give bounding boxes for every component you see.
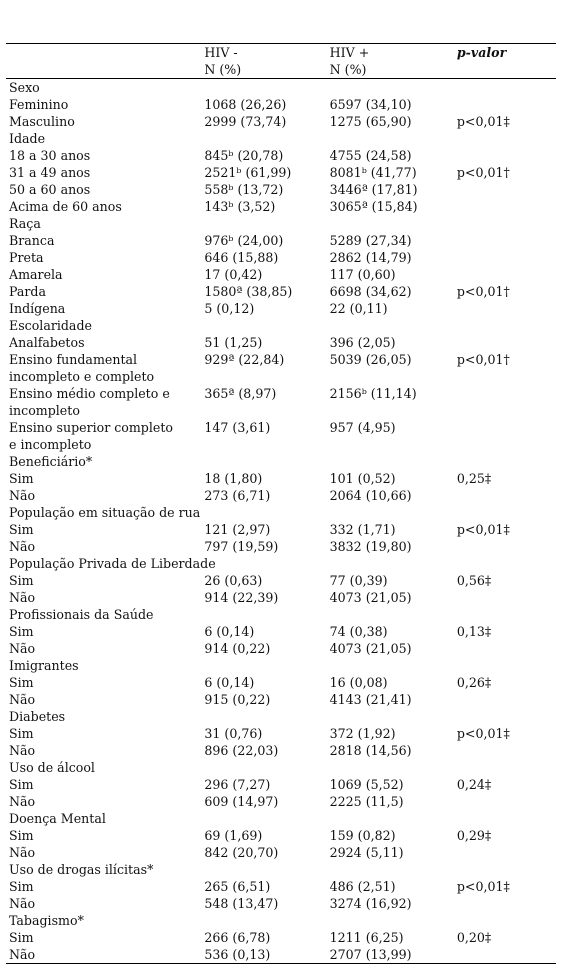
hiv-negative-value: 17 (0,42): [204, 267, 263, 282]
row-label: Não: [9, 590, 36, 605]
row-label: [6, 385, 204, 419]
hiv-positive-value: 3446ª (17,81): [329, 182, 418, 197]
row-label-line2: incompleto e completo: [9, 369, 155, 384]
table-row: [6, 725, 556, 742]
section-label: Imigrantes: [9, 658, 79, 673]
hiv-negative-value: 2521ᵇ (61,99): [204, 165, 292, 180]
row-label: Não: [6, 946, 204, 964]
hiv-negative-value: 365ª (8,97): [204, 386, 277, 401]
hiv-positive-value: 8081ᵇ (41,77): [329, 165, 417, 180]
row-label: Não: [9, 539, 36, 554]
hiv-positive-value: 6597 (34,10): [329, 97, 412, 112]
section-row: [6, 606, 556, 623]
section-row: [6, 810, 556, 827]
hiv-negative-value: 6 (0,14): [204, 624, 255, 639]
table-row: [6, 232, 556, 249]
section-row: [6, 861, 556, 878]
table-row: [6, 283, 556, 300]
section-label: Sexo: [9, 80, 40, 95]
table-row: [6, 113, 556, 130]
hiv-positive-value: 2707 (13,99): [330, 946, 457, 964]
hiv-negative-value: 51 (1,25): [204, 335, 263, 350]
table-row: [6, 589, 556, 606]
p-value: [457, 742, 556, 759]
row-label: Sim: [9, 675, 34, 690]
section-label: Idade: [9, 131, 46, 146]
row-label: Sim: [9, 624, 34, 639]
table-row: [6, 385, 556, 419]
table-row: [6, 487, 556, 504]
table-row: [6, 691, 556, 708]
p-value: [457, 334, 556, 351]
hiv-negative-value: 69 (1,69): [204, 828, 263, 843]
hiv-positive-value: 77 (0,39): [329, 573, 388, 588]
hiv-positive-value: 2156ᵇ (11,14): [329, 386, 417, 401]
hiv-positive-value: 101 (0,52): [329, 471, 396, 486]
hiv-positive-value: 2064 (10,66): [329, 488, 412, 503]
hiv-negative-value: 896 (22,03): [204, 743, 279, 758]
section-row: [6, 759, 556, 776]
hiv-negative-value: 296 (7,27): [204, 777, 271, 792]
row-label: Sim: [9, 930, 34, 945]
p-value: 0,24‡: [456, 777, 492, 792]
row-label: 18 a 30 anos: [9, 148, 91, 163]
hiv-negative-value: 842 (20,70): [204, 845, 279, 860]
hiv-positive-value: 4073 (21,05): [329, 641, 412, 656]
table-row: [6, 181, 556, 198]
p-value: [457, 198, 556, 215]
hiv-negative-value: 1580ª (38,85): [204, 284, 293, 299]
row-label: Sim: [9, 573, 34, 588]
table-row: [6, 521, 556, 538]
row-label-line2: incompleto: [9, 403, 80, 418]
table-row: [6, 419, 556, 453]
results-table: [6, 43, 556, 964]
row-label: Sim: [9, 726, 34, 741]
hiv-negative-value: 536 (0,13): [204, 946, 329, 964]
hiv-negative-value: 914 (22,39): [204, 590, 279, 605]
hiv-negative-value: 797 (19,59): [204, 539, 279, 554]
hiv-negative-value: 5 (0,12): [204, 301, 255, 316]
hiv-positive-value: 2924 (5,11): [329, 845, 404, 860]
p-value: 0,26‡: [456, 675, 492, 690]
p-value: [457, 419, 556, 453]
row-label: Não: [9, 692, 36, 707]
row-label: Sim: [9, 879, 34, 894]
row-label-line2: e incompleto: [9, 437, 92, 452]
p-value: [457, 232, 556, 249]
hiv-positive-value: 4755 (24,58): [329, 148, 412, 163]
p-value: [457, 266, 556, 283]
table-row: [6, 623, 556, 640]
subheader-row: [6, 61, 556, 79]
section-label: Profissionais da Saúde: [9, 607, 154, 622]
row-label: 50 a 60 anos: [9, 182, 91, 197]
hiv-positive-value: 16 (0,08): [329, 675, 388, 690]
row-label: Sim: [9, 471, 34, 486]
table-row: [6, 198, 556, 215]
section-label: Beneficiário*: [9, 454, 93, 469]
p-value: 0,29‡: [456, 828, 492, 843]
p-value: p<0,01‡: [456, 726, 510, 741]
row-label: Não: [9, 896, 36, 911]
p-value: [457, 640, 556, 657]
table-body: [6, 79, 556, 964]
table-row: [6, 776, 556, 793]
p-value: [457, 946, 556, 964]
hiv-positive-value: 2862 (14,79): [329, 250, 412, 265]
table-row: [6, 572, 556, 589]
header-hiv-negative: HIV -: [204, 44, 329, 62]
hiv-positive-value: 372 (1,92): [329, 726, 396, 741]
p-value: p<0,01†: [456, 284, 510, 299]
table-row: [6, 300, 556, 317]
hiv-negative-value: 914 (0,22): [204, 641, 271, 656]
p-value: 0,25‡: [456, 471, 492, 486]
row-label: Acima de 60 anos: [9, 199, 122, 214]
section-label: Tabagismo*: [9, 913, 84, 928]
p-value: [457, 249, 556, 266]
table-row: [6, 640, 556, 657]
row-label: [6, 351, 204, 385]
row-label: Sim: [9, 777, 34, 792]
table-row: [6, 895, 556, 912]
hiv-positive-value: 74 (0,38): [329, 624, 388, 639]
table-row: [6, 742, 556, 759]
row-label: Analfabetos: [9, 335, 85, 350]
row-label-line1: Ensino médio completo e: [9, 386, 170, 401]
subheader-blank: [6, 61, 204, 79]
p-value: [457, 589, 556, 606]
hiv-negative-value: 845ᵇ (20,78): [204, 148, 284, 163]
hiv-negative-value: 609 (14,97): [204, 794, 279, 809]
section-label: População em situação de rua: [9, 505, 201, 520]
row-label: Não: [9, 794, 36, 809]
section-row: [6, 79, 556, 97]
hiv-positive-value: 1275 (65,90): [329, 114, 412, 129]
hiv-positive-value: 117 (0,60): [329, 267, 396, 282]
table-row: [6, 147, 556, 164]
table-row: [6, 266, 556, 283]
header-p-value: p-valor: [457, 44, 556, 62]
p-value: p<0,01†: [456, 352, 510, 367]
row-label: Não: [9, 641, 36, 656]
row-label: Preta: [9, 250, 44, 265]
p-value: [457, 844, 556, 861]
hiv-negative-value: 548 (13,47): [204, 896, 279, 911]
table-row: [6, 929, 556, 946]
row-label: Feminino: [9, 97, 69, 112]
hiv-positive-value: 3065ª (15,84): [329, 199, 418, 214]
hiv-positive-value: 5039 (26,05): [329, 352, 412, 367]
hiv-negative-value: 646 (15,88): [204, 250, 279, 265]
section-row: [6, 504, 556, 521]
section-row: [6, 657, 556, 674]
section-row: [6, 453, 556, 470]
subheader-blank-p: [457, 61, 556, 79]
hiv-negative-value: 976ᵇ (24,00): [204, 233, 284, 248]
table-row: [6, 878, 556, 895]
hiv-negative-value: 143ᵇ (3,52): [204, 199, 276, 214]
hiv-positive-value: 332 (1,71): [329, 522, 396, 537]
section-label: Doença Mental: [9, 811, 106, 826]
hiv-positive-value: 3274 (16,92): [329, 896, 412, 911]
row-label-line1: Ensino fundamental: [9, 352, 138, 367]
row-label: Masculino: [9, 114, 75, 129]
row-label: Não: [9, 845, 36, 860]
section-label: Uso de álcool: [9, 760, 95, 775]
row-label: Indígena: [9, 301, 66, 316]
table-row: [6, 351, 556, 385]
section-label: Raça: [9, 216, 41, 231]
section-row: [6, 912, 556, 929]
hiv-negative-value: 265 (6,51): [204, 879, 271, 894]
table-row: [6, 538, 556, 555]
section-label: Escolaridade: [9, 318, 92, 333]
table-row: [6, 674, 556, 691]
header-variable: [6, 44, 204, 62]
hiv-positive-value: 1211 (6,25): [329, 930, 404, 945]
hiv-positive-value: 5289 (27,34): [329, 233, 412, 248]
p-value: [457, 793, 556, 810]
row-label: [6, 419, 204, 453]
section-row: [6, 708, 556, 725]
subheader-n-percent-negative: N (%): [204, 61, 329, 79]
hiv-negative-value: 147 (3,61): [204, 420, 271, 435]
hiv-positive-value: 159 (0,82): [329, 828, 396, 843]
section-label: População Privada de Liberdade: [9, 556, 216, 571]
row-label: Sim: [9, 522, 34, 537]
hiv-positive-value: 6698 (34,62): [329, 284, 412, 299]
row-label: Amarela: [9, 267, 63, 282]
row-label: Não: [9, 488, 36, 503]
hiv-positive-value: 486 (2,51): [329, 879, 396, 894]
p-value: [457, 96, 556, 113]
section-row: [6, 215, 556, 232]
section-row: [6, 555, 556, 572]
table-row: [6, 946, 556, 964]
hiv-negative-value: 121 (2,97): [204, 522, 271, 537]
hiv-positive-value: 1069 (5,52): [329, 777, 404, 792]
hiv-negative-value: 915 (0,22): [204, 692, 271, 707]
hiv-negative-value: 266 (6,78): [204, 930, 271, 945]
row-label: 31 a 49 anos: [9, 165, 91, 180]
hiv-negative-value: 18 (1,80): [204, 471, 263, 486]
hiv-positive-value: 396 (2,05): [329, 335, 396, 350]
hiv-negative-value: 31 (0,76): [204, 726, 263, 741]
row-label: Parda: [9, 284, 47, 299]
table-row: [6, 827, 556, 844]
section-label: Diabetes: [9, 709, 66, 724]
p-value: [457, 895, 556, 912]
hiv-positive-value: 2225 (11,5): [329, 794, 404, 809]
header-row: [6, 44, 556, 62]
p-value: p<0,01†: [456, 165, 510, 180]
hiv-negative-value: 6 (0,14): [204, 675, 255, 690]
header-hiv-positive: HIV +: [330, 44, 457, 62]
hiv-positive-value: 3832 (19,80): [329, 539, 412, 554]
hiv-positive-value: 957 (4,95): [329, 420, 396, 435]
table-row: [6, 249, 556, 266]
hiv-negative-value: 929ª (22,84): [204, 352, 285, 367]
p-value: [457, 385, 556, 419]
table-row: [6, 844, 556, 861]
p-value: 0,20‡: [456, 930, 492, 945]
p-value: [457, 487, 556, 504]
row-label: Branca: [9, 233, 55, 248]
hiv-negative-value: 26 (0,63): [204, 573, 263, 588]
hiv-positive-value: 2818 (14,56): [329, 743, 412, 758]
p-value: p<0,01‡: [456, 114, 510, 129]
p-value: [457, 181, 556, 198]
table-row: [6, 793, 556, 810]
row-label: Sim: [9, 828, 34, 843]
table-row: [6, 96, 556, 113]
hiv-negative-value: 558ᵇ (13,72): [204, 182, 284, 197]
hiv-negative-value: 273 (6,71): [204, 488, 271, 503]
p-value: 0,13‡: [456, 624, 492, 639]
table-row: [6, 470, 556, 487]
row-label: Não: [9, 743, 36, 758]
p-value: [457, 691, 556, 708]
hiv-negative-value: 1068 (26,26): [204, 97, 287, 112]
hiv-positive-value: 4073 (21,05): [329, 590, 412, 605]
p-value: p<0,01‡: [456, 522, 510, 537]
hiv-positive-value: 22 (0,11): [329, 301, 388, 316]
hiv-negative-value: 2999 (73,74): [204, 114, 287, 129]
p-value: [457, 300, 556, 317]
p-value: p<0,01‡: [456, 879, 510, 894]
section-label: Uso de drogas ilícitas*: [9, 862, 154, 877]
hiv-positive-value: 4143 (21,41): [329, 692, 412, 707]
section-row: [6, 130, 556, 147]
table-row: [6, 334, 556, 351]
p-value: [457, 147, 556, 164]
subheader-n-percent-positive: N (%): [330, 61, 457, 79]
row-label-line1: Ensino superior completo: [9, 420, 173, 435]
p-value: 0,56‡: [456, 573, 492, 588]
p-value: [457, 538, 556, 555]
table-row: [6, 164, 556, 181]
section-row: [6, 317, 556, 334]
